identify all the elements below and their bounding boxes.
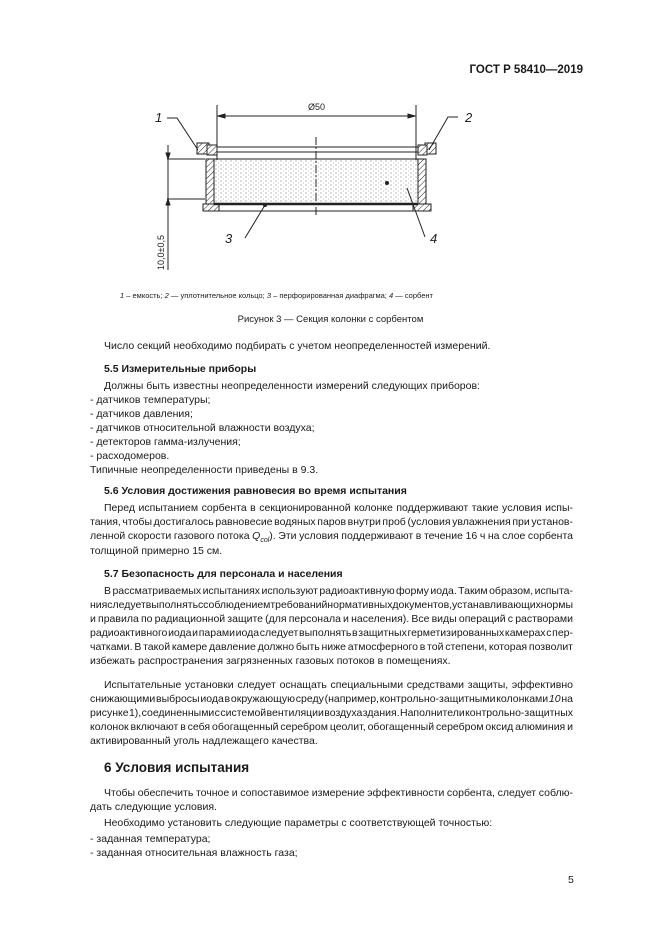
list-item: - заданная температура; — [90, 833, 211, 845]
figure-title: Рисунок 3 — Секция колонки с сорбентом — [237, 314, 424, 325]
text-line: Необходимо установить следующие параметры с соответствующей точностью: — [104, 817, 493, 829]
text-line: В рассматриваемых испытаниях используют радиоактивную форму иода. Таким образом, испыта- — [104, 585, 573, 597]
section-5-5-heading: 5.5 Измерительные приборы — [104, 363, 257, 375]
text-line: Чтобы обеспечить точное и сопоставимое измерение эффективности сорбента, следует соблю- — [104, 787, 573, 799]
text-line: дать следующие условия. — [90, 801, 217, 813]
section-5-6-heading: 5.6 Условия достижения равновесия во время испытания — [104, 485, 407, 497]
height-dimension: 10,0±0,5 — [156, 235, 166, 270]
text-line: чатками. В такой камере давление должно быть ниже атмосферного в той степени, которая позволит — [90, 641, 573, 653]
section-6-heading: 6 Условия испытания — [104, 760, 250, 775]
diameter-dimension: Ø50 — [308, 102, 326, 112]
page-number: 5 — [568, 874, 574, 886]
text-line: ленной скорости газового потока $Q_{col}$). Эти условия поддерживают в течение 16 ч на слое сорбента — [90, 530, 573, 545]
list-item: - детекторов гамма-излучения; — [90, 436, 241, 448]
figure-legend: 1 – емкость; 2 — уплотнительное кольцо; 3 – перфорированная диафрагма; 4 — сорбент — [120, 291, 433, 300]
text-line: активированный уголь надлежащего качества. — [90, 735, 318, 747]
text-line: колонок включают в себя обогащенный серебром цеолит, обогащенный серебром оксид алюминия и — [90, 721, 573, 733]
callout-4: 4 — [430, 231, 438, 246]
text-line: ния следует выполнять с соблюдением требований нормативных документов, устанавливающих нормы — [90, 599, 573, 611]
text-line: рисунке 1), соединенными с системой вентиляции воздуха здания. Наполнители контрольно-защитных — [90, 707, 573, 719]
text-line: Испытательные установки следует оснащать специальными средствами защиты, эффективно — [104, 679, 573, 691]
callout-2: 2 — [465, 110, 473, 125]
text-line: Должны быть известны неопределенности измерений следующих приборов: — [104, 380, 480, 392]
text-line: Перед испытанием сорбента в секционированной колонке поддерживают такие условия испы- — [104, 502, 573, 514]
list-item: - расходомеров. — [90, 450, 170, 462]
standard-header: ГОСТ Р 58410—2019 — [469, 64, 583, 76]
callout-3: 3 — [225, 231, 233, 246]
callout-1: 1 — [155, 110, 163, 125]
text-line: и правила по радиационной защите (для персонала и населения). Все виды операций с растворами — [90, 613, 573, 625]
text-line: Типичные неопределенности приведены в 9.3. — [90, 464, 319, 476]
list-item: - заданная относительная влажность газа; — [90, 847, 298, 859]
list-item: - датчиков температуры; — [90, 394, 211, 406]
list-item: - датчиков относительной влажности воздуха; — [90, 422, 315, 434]
list-item: - датчиков давления; — [90, 408, 193, 420]
text-line: толщиной примерно 15 см. — [90, 545, 223, 557]
text-line: снижающими выбросы иода в окружающую среду (например, контрольно-защитными колонками 10 на — [90, 693, 573, 705]
figure-column-section — [0, 0, 661, 300]
text-line: тания, чтобы достигалось равновесие водяных паров внутри проб (условия увлажнения при установ- — [90, 516, 573, 528]
section-5-7-heading: 5.7 Безопасность для персонала и населения — [104, 568, 343, 580]
text-line: радиоактивного иода и парами иода следует выполнять в защитных герметизированных камерах с пер- — [90, 627, 573, 639]
text-line: избежать распространения загрязненных газовых потоков в помещениях. — [90, 655, 451, 667]
intro-text: Число секций необходимо подбирать с учетом неопределенностей измерений. — [104, 340, 491, 352]
